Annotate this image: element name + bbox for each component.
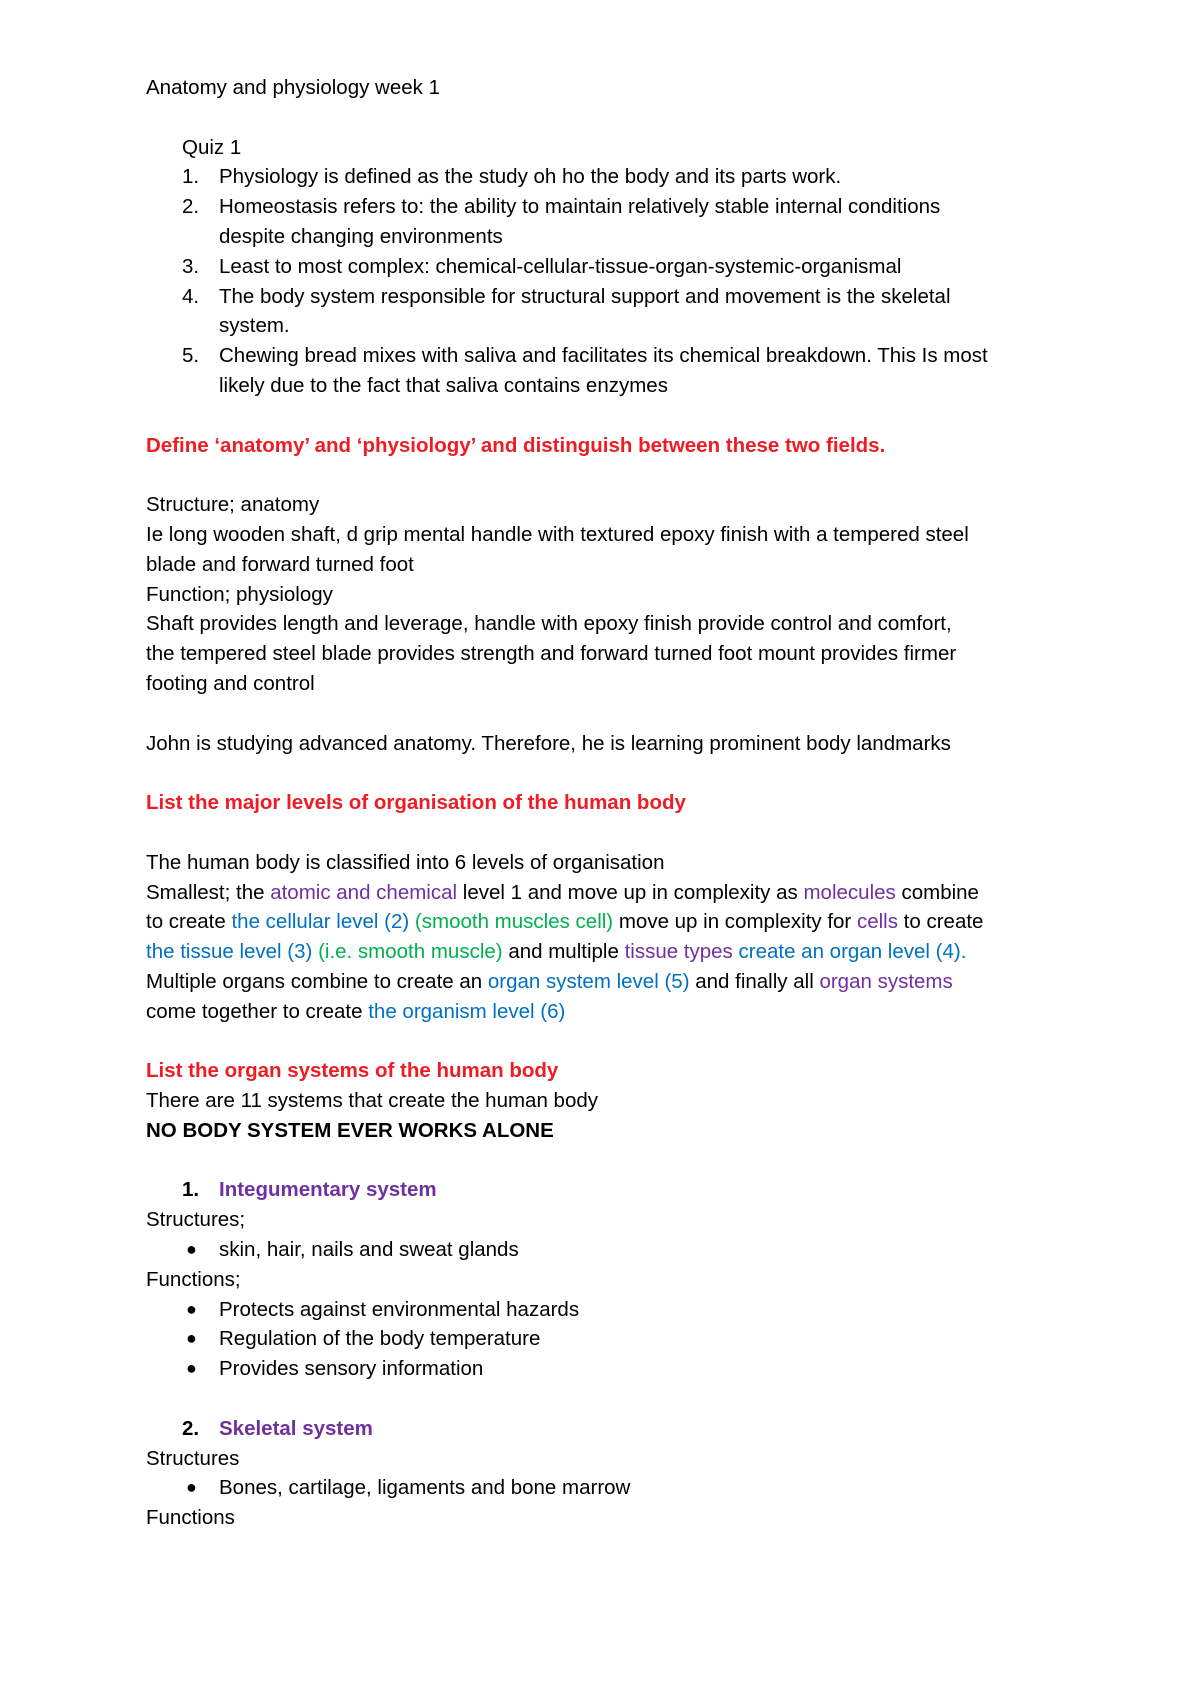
quiz-item (146, 252, 1086, 282)
quiz-item (146, 282, 1086, 342)
highlight-molecules: molecules (803, 880, 896, 904)
text-run: and finally all (689, 969, 820, 993)
text-run: to create (146, 910, 232, 934)
body-line: the tempered steel blade provides strength and forward turned foot mount provides firmer (146, 642, 957, 666)
list-item-text: skin, hair, nails and sweat glands (219, 1238, 519, 1262)
structures-list (146, 1473, 1086, 1503)
list-item (146, 1295, 1086, 1325)
system-number: 2. (182, 1416, 200, 1440)
quiz-item-text: Chewing bread mixes with saliva and facilitates its chemical breakdown. This Is most (219, 344, 988, 368)
bullet-icon: ● (186, 1358, 197, 1379)
bullet-icon: ● (186, 1239, 197, 1260)
quiz-item-number: 4. (182, 284, 200, 308)
spacer (146, 1146, 1086, 1176)
emphasis-line: NO BODY SYSTEM EVER WORKS ALONE (146, 1118, 554, 1142)
section-heading-levels: List the major levels of organisation of the human body (146, 791, 686, 815)
spacer (146, 401, 1086, 431)
system-name: Skeletal system (219, 1416, 373, 1440)
bullet-icon: ● (186, 1328, 197, 1349)
highlight-tissue-level: the tissue level (3) (146, 940, 313, 964)
body-line: blade and forward turned foot (146, 552, 414, 576)
highlight-tissue-types: tissue types (624, 940, 733, 964)
bullet-icon: ● (186, 1298, 197, 1319)
text-run: to create (897, 910, 984, 934)
quiz-item (146, 192, 1086, 252)
quiz-item-text: likely due to the fact that saliva contains enzymes (219, 373, 668, 397)
list-item-text: Provides sensory information (219, 1357, 484, 1381)
quiz-label: Quiz 1 (182, 135, 242, 159)
spacer (146, 460, 1086, 490)
quiz-item-number: 3. (182, 254, 200, 278)
quiz-item-text: The body system responsible for structural support and movement is the skeletal (219, 284, 951, 308)
highlight-organ-system-level: organ system level (5) (487, 969, 690, 993)
levels-line (146, 997, 1086, 1027)
list-item-text: Protects against environmental hazards (219, 1297, 580, 1321)
levels-line (146, 937, 1086, 967)
structures-label: Structures; (146, 1208, 246, 1232)
highlight-organ-level: create an organ level (4). (738, 940, 967, 964)
levels-line (146, 967, 1086, 997)
spacer (146, 699, 1086, 729)
highlight-organ-systems: organ systems (819, 969, 953, 993)
highlight-atomic-chemical: atomic and chemical (270, 880, 458, 904)
levels-line (146, 907, 1086, 937)
highlight-cellular-level: the cellular level (2) (231, 910, 410, 934)
quiz-item (146, 341, 1086, 401)
spacer (146, 818, 1086, 848)
body-line: Shaft provides length and leverage, handle with epoxy finish provide control and comfort, (146, 612, 952, 636)
spacer (146, 758, 1086, 788)
list-item (146, 1354, 1086, 1384)
text-run: come together to create (146, 999, 369, 1023)
section-heading-anatomy-physiology: Define ‘anatomy’ and ‘physiology’ and distinguish between these two fields. (146, 433, 886, 457)
quiz-item-number: 2. (182, 195, 200, 219)
document-title: Anatomy and physiology week 1 (146, 76, 441, 99)
functions-list (146, 1295, 1086, 1384)
system-heading (146, 1414, 1086, 1444)
quiz-item-number: 5. (182, 344, 200, 368)
spacer (146, 103, 1086, 133)
text-run: combine (895, 880, 979, 904)
text-run: and multiple (502, 940, 625, 964)
body-line: footing and control (146, 671, 315, 695)
spacer (146, 1384, 1086, 1414)
quiz-item-text: Least to most complex: chemical-cellular-tissue-organ-systemic-organismal (219, 254, 902, 278)
bullet-icon: ● (186, 1477, 197, 1498)
functions-label: Functions; (146, 1267, 241, 1291)
list-item (146, 1324, 1086, 1354)
section-heading-organ-systems: List the organ systems of the human body (146, 1059, 559, 1083)
quiz-item-text: despite changing environments (219, 224, 503, 248)
text-run: move up in complexity for (613, 910, 857, 934)
levels-line (146, 878, 1086, 908)
quiz-item (146, 162, 1086, 192)
text-run: level 1 and move up in complexity as (457, 880, 804, 904)
quiz-item-text: system. (219, 314, 290, 338)
text-run: Smallest; the (146, 880, 271, 904)
body-line: The human body is classified into 6 levels of organisation (146, 850, 665, 874)
quiz-item-text: Homeostasis refers to: the ability to maintain relatively stable internal conditions (219, 195, 941, 219)
body-line: Function; physiology (146, 582, 333, 606)
list-item (146, 1473, 1086, 1503)
quiz-item-text: Physiology is defined as the study oh ho the body and its parts work. (219, 165, 842, 189)
list-item-text: Regulation of the body temperature (219, 1327, 541, 1351)
document-body (146, 73, 1086, 1533)
text-run: Multiple organs combine to create an (146, 969, 488, 993)
system-name: Integumentary system (219, 1178, 437, 1202)
list-item (146, 1235, 1086, 1265)
structures-list (146, 1235, 1086, 1265)
structures-label: Structures (146, 1446, 240, 1470)
spacer (146, 1027, 1086, 1057)
highlight-example-cell: (smooth muscles cell) (414, 910, 614, 934)
body-line: Ie long wooden shaft, d grip mental handle with textured epoxy finish with a tempered steel (146, 522, 969, 546)
system-number: 1. (182, 1178, 200, 1202)
list-item-text: Bones, cartilage, ligaments and bone marrow (219, 1476, 631, 1500)
highlight-example-tissue: (i.e. smooth muscle) (318, 940, 503, 964)
highlight-organism-level: the organism level (6) (368, 999, 566, 1023)
body-line: Structure; anatomy (146, 493, 320, 517)
functions-label: Functions (146, 1506, 235, 1530)
body-line: There are 11 systems that create the human body (146, 1089, 599, 1113)
note-line: John is studying advanced anatomy. Therefore, he is learning prominent body landmarks (146, 731, 951, 755)
system-heading (146, 1175, 1086, 1205)
highlight-cells: cells (856, 910, 898, 934)
quiz-item-number: 1. (182, 165, 200, 189)
quiz-list (146, 162, 1086, 400)
